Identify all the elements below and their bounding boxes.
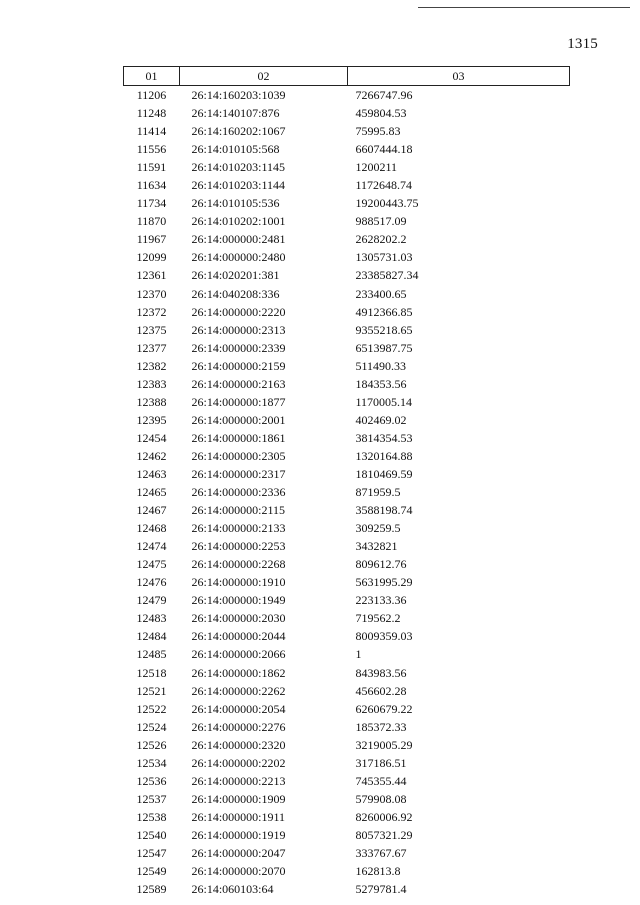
table-row — [124, 411, 570, 429]
table-row — [124, 591, 570, 609]
cell-id: 12395 — [136, 412, 167, 427]
cell-value: 75995.83 — [355, 124, 401, 139]
cell-cadastral-number: 26:14:010105:536 — [191, 196, 280, 211]
data-table — [123, 66, 570, 898]
table-row — [124, 465, 570, 483]
cell-value: 5631995.29 — [355, 575, 413, 590]
cell-cadastral-number: 26:14:000000:2030 — [191, 611, 286, 626]
cell-value: 459804.53 — [355, 106, 407, 121]
cell-cadastral-number: 26:14:000000:2220 — [191, 304, 286, 319]
cell-cadastral-number: 26:14:000000:2253 — [191, 539, 286, 554]
cell-cadastral-number: 26:14:140107:876 — [191, 106, 280, 121]
cell-id: 12382 — [136, 358, 167, 373]
cell-id: 11591 — [136, 160, 167, 175]
table-row — [124, 176, 570, 194]
table-row — [124, 483, 570, 501]
cell-id: 12361 — [136, 268, 167, 283]
cell-cadastral-number: 26:14:010203:1144 — [191, 178, 286, 193]
table-row — [124, 357, 570, 375]
table-row — [124, 140, 570, 158]
cell-cadastral-number: 26:14:000000:1862 — [191, 665, 286, 680]
cell-id: 12388 — [136, 394, 167, 409]
cell-id: 12377 — [136, 340, 167, 355]
cell-id: 11734 — [136, 196, 167, 211]
cell-cadastral-number: 26:14:000000:1949 — [191, 593, 286, 608]
table-row — [124, 754, 570, 772]
cell-id: 12526 — [136, 737, 167, 752]
cell-cadastral-number: 26:14:000000:1877 — [191, 394, 286, 409]
cell-value: 402469.02 — [355, 412, 407, 427]
cell-cadastral-number: 26:14:000000:2070 — [191, 864, 286, 879]
cell-value: 579908.08 — [355, 791, 407, 806]
cell-id: 12536 — [136, 773, 167, 788]
cell-value: 3432821 — [355, 539, 398, 554]
cell-id: 11634 — [136, 178, 167, 193]
cell-id: 12468 — [136, 521, 167, 536]
table-row — [124, 230, 570, 248]
header-rule — [418, 7, 630, 8]
cell-cadastral-number: 26:14:000000:2336 — [191, 485, 286, 500]
cell-id: 12463 — [136, 467, 167, 481]
cell-value: 456602.28 — [355, 683, 407, 698]
cell-cadastral-number: 26:14:020201:381 — [191, 268, 280, 283]
column-header-02: 02 — [180, 67, 348, 86]
cell-value: 8260006.92 — [355, 809, 413, 824]
cell-value: 8057321.29 — [355, 827, 413, 842]
table-row — [124, 303, 570, 321]
table-row — [124, 321, 570, 339]
cell-id: 11967 — [136, 232, 167, 247]
cell-value: 1170005.14 — [355, 394, 413, 409]
cell-cadastral-number: 26:14:000000:2339 — [191, 340, 286, 355]
cell-cadastral-number: 26:14:000000:2044 — [191, 629, 286, 644]
cell-value: 1810469.59 — [355, 467, 413, 481]
cell-value: 6607444.18 — [355, 142, 413, 157]
column-header-01: 01 — [124, 67, 180, 86]
cell-id: 12483 — [136, 611, 167, 626]
cell-cadastral-number: 26:14:000000:2481 — [191, 232, 286, 247]
cell-id: 12485 — [136, 647, 167, 662]
table-row — [124, 645, 570, 663]
table-row — [124, 212, 570, 230]
table-row — [124, 339, 570, 357]
cell-id: 11206 — [136, 88, 167, 103]
table-row — [124, 790, 570, 808]
cell-id: 12383 — [136, 376, 167, 391]
cell-cadastral-number: 26:14:000000:2317 — [191, 467, 286, 481]
cell-value: 745355.44 — [355, 773, 407, 788]
table-row — [124, 627, 570, 645]
cell-id: 12589 — [136, 882, 167, 897]
cell-id: 12484 — [136, 629, 167, 644]
cell-value: 1305731.03 — [355, 250, 413, 265]
cell-cadastral-number: 26:14:000000:1911 — [191, 809, 286, 824]
cell-cadastral-number: 26:14:010202:1001 — [191, 214, 286, 229]
cell-id: 11248 — [136, 106, 167, 121]
cell-value: 1172648.74 — [355, 178, 413, 193]
cell-value: 1 — [355, 647, 362, 662]
cell-cadastral-number: 26:14:000000:1861 — [191, 430, 286, 445]
table-row — [124, 86, 570, 105]
cell-value: 1200211 — [355, 160, 398, 175]
data-table-container — [123, 66, 569, 898]
table-row — [124, 700, 570, 718]
cell-id: 12547 — [136, 845, 167, 860]
table-row — [124, 736, 570, 754]
cell-value: 3219005.29 — [355, 737, 413, 752]
cell-cadastral-number: 26:14:000000:2066 — [191, 647, 286, 662]
cell-value: 3588198.74 — [355, 503, 413, 518]
cell-id: 12475 — [136, 557, 167, 572]
cell-id: 12462 — [136, 448, 167, 463]
cell-cadastral-number: 26:14:060103:64 — [191, 882, 274, 897]
cell-cadastral-number: 26:14:160202:1067 — [191, 124, 286, 139]
cell-value: 23385827.34 — [355, 268, 419, 283]
cell-cadastral-number: 26:14:000000:2276 — [191, 719, 286, 734]
table-row — [124, 375, 570, 393]
cell-id: 12538 — [136, 809, 167, 824]
cell-id: 12474 — [136, 539, 167, 554]
cell-value: 843983.56 — [355, 665, 407, 680]
table-row — [124, 573, 570, 591]
cell-value: 6260679.22 — [355, 701, 413, 716]
cell-id: 12518 — [136, 665, 167, 680]
cell-cadastral-number: 26:14:000000:2202 — [191, 755, 286, 770]
cell-value: 184353.56 — [355, 376, 407, 391]
table-row — [124, 844, 570, 862]
table-row — [124, 880, 570, 898]
cell-cadastral-number: 26:14:000000:2480 — [191, 250, 286, 265]
table-row — [124, 447, 570, 465]
cell-cadastral-number: 26:14:000000:2313 — [191, 322, 286, 337]
cell-cadastral-number: 26:14:000000:1919 — [191, 827, 286, 842]
cell-value: 988517.09 — [355, 214, 407, 229]
table-row — [124, 808, 570, 826]
header-row — [124, 67, 570, 86]
cell-value: 1320164.88 — [355, 448, 413, 463]
table-row — [124, 501, 570, 519]
cell-value: 3814354.53 — [355, 430, 413, 445]
cell-value: 511490.33 — [355, 358, 407, 373]
table-row — [124, 248, 570, 266]
cell-value: 233400.65 — [355, 286, 407, 301]
cell-id: 12465 — [136, 485, 167, 500]
cell-value: 8009359.03 — [355, 629, 413, 644]
table-row — [124, 104, 570, 122]
table-body — [124, 86, 570, 899]
cell-id: 11556 — [136, 142, 167, 157]
cell-value: 6513987.75 — [355, 340, 413, 355]
cell-value: 719562.2 — [355, 611, 401, 626]
cell-value: 5279781.4 — [355, 882, 407, 897]
cell-cadastral-number: 26:14:000000:2305 — [191, 448, 286, 463]
cell-id: 12454 — [136, 430, 167, 445]
cell-value: 2628202.2 — [355, 232, 407, 247]
cell-cadastral-number: 26:14:000000:1910 — [191, 575, 286, 590]
cell-value: 333767.67 — [355, 845, 407, 860]
cell-value: 19200443.75 — [355, 196, 419, 211]
cell-id: 12521 — [136, 683, 167, 698]
cell-value: 317186.51 — [355, 755, 407, 770]
table-row — [124, 826, 570, 844]
cell-id: 12524 — [136, 719, 167, 734]
table-row — [124, 285, 570, 303]
table-header — [124, 67, 570, 86]
cell-value: 809612.76 — [355, 557, 407, 572]
table-row — [124, 194, 570, 212]
cell-id: 12479 — [136, 593, 167, 608]
cell-id: 12549 — [136, 864, 167, 879]
cell-value: 4912366.85 — [355, 304, 413, 319]
cell-value: 162813.8 — [355, 864, 401, 879]
cell-id: 12476 — [136, 575, 167, 590]
table-row — [124, 122, 570, 140]
cell-id: 11414 — [136, 124, 167, 139]
table-row — [124, 519, 570, 537]
cell-value: 309259.5 — [355, 521, 401, 536]
table-row — [124, 555, 570, 573]
cell-id: 12099 — [136, 250, 167, 265]
cell-value: 185372.33 — [355, 719, 407, 734]
table-row — [124, 429, 570, 447]
table-row — [124, 609, 570, 627]
cell-id: 11870 — [136, 214, 167, 229]
cell-id: 12534 — [136, 755, 167, 770]
page-number: 1315 — [567, 36, 598, 52]
cell-cadastral-number: 26:14:000000:2054 — [191, 701, 286, 716]
cell-cadastral-number: 26:14:000000:2163 — [191, 376, 286, 391]
table-row — [124, 718, 570, 736]
cell-id: 12537 — [136, 791, 167, 806]
column-header-03: 03 — [348, 67, 570, 86]
cell-cadastral-number: 26:14:010105:568 — [191, 142, 280, 157]
cell-value: 871959.5 — [355, 485, 401, 500]
cell-cadastral-number: 26:14:000000:2001 — [191, 412, 286, 427]
cell-cadastral-number: 26:14:000000:1909 — [191, 791, 286, 806]
cell-cadastral-number: 26:14:000000:2262 — [191, 683, 286, 698]
cell-cadastral-number: 26:14:040208:336 — [191, 286, 280, 301]
cell-value: 7266747.96 — [355, 88, 413, 103]
cell-id: 12540 — [136, 827, 167, 842]
cell-value: 223133.36 — [355, 593, 407, 608]
table-row — [124, 862, 570, 880]
cell-id: 12372 — [136, 304, 167, 319]
table-row — [124, 772, 570, 790]
cell-cadastral-number: 26:14:000000:2213 — [191, 773, 286, 788]
table-row — [124, 537, 570, 555]
cell-cadastral-number: 26:14:000000:2159 — [191, 358, 286, 373]
table-row — [124, 158, 570, 176]
table-row — [124, 393, 570, 411]
cell-cadastral-number: 26:14:000000:2133 — [191, 521, 286, 536]
cell-id: 12522 — [136, 701, 167, 716]
cell-cadastral-number: 26:14:160203:1039 — [191, 88, 286, 103]
cell-cadastral-number: 26:14:000000:2047 — [191, 845, 286, 860]
table-row — [124, 266, 570, 284]
table-row — [124, 664, 570, 682]
cell-cadastral-number: 26:14:000000:2115 — [191, 503, 286, 518]
cell-cadastral-number: 26:14:000000:2320 — [191, 737, 286, 752]
cell-id: 12467 — [136, 503, 167, 518]
cell-cadastral-number: 26:14:010203:1145 — [191, 160, 286, 175]
cell-id: 12370 — [136, 286, 167, 301]
cell-id: 12375 — [136, 322, 167, 337]
table-row — [124, 682, 570, 700]
cell-value: 9355218.65 — [355, 322, 413, 337]
cell-cadastral-number: 26:14:000000:2268 — [191, 557, 286, 572]
